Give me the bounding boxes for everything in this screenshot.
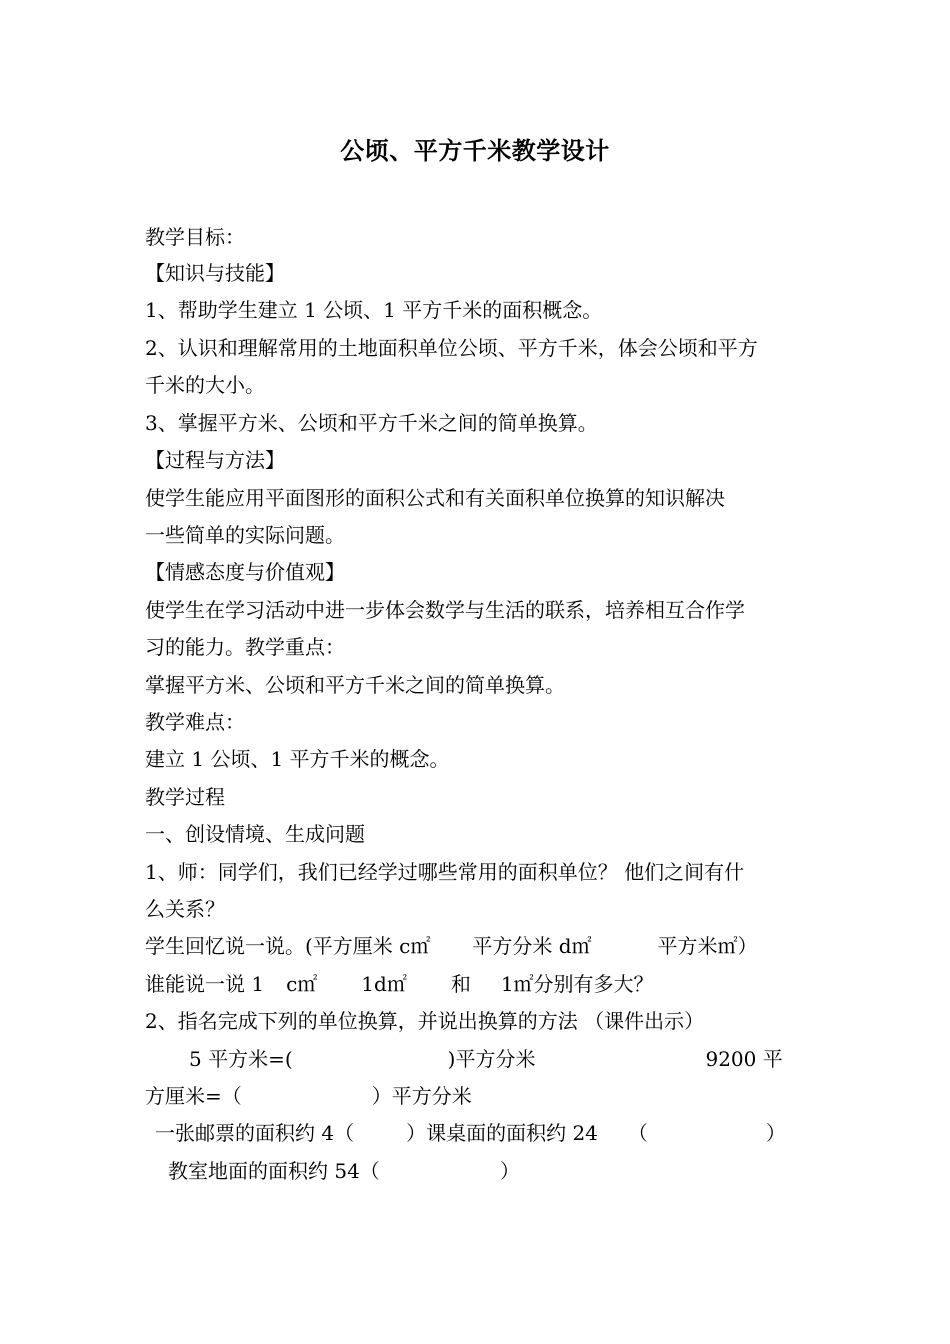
text-line: 掌握平方米、公顷和平方千米之间的简单换算。 (145, 673, 565, 697)
blank-end: ） (765, 1121, 786, 1145)
text-line: 建立 1 公顷、1 平方千米的概念。 (145, 747, 450, 771)
text-line: 使学生能应用平面图形的面积公式和有关面积单位换算的知识解决 (145, 486, 725, 510)
blank-start: 教室地面的面积约 54（ (168, 1159, 380, 1183)
recall-line (145, 931, 758, 961)
ask-part: 1d㎡ (361, 972, 407, 996)
document-title: 公顷、平方千米教学设计 (340, 136, 610, 165)
text-line: 教学过程 (145, 785, 225, 809)
text-line: 习的能力。教学重点： (145, 635, 345, 659)
text-line: 使学生在学习活动中进一步体会数学与生活的联系，培养相互合作学 (145, 598, 745, 622)
text-line: 2、指名完成下列的单位换算，并说出换算的方法 （课件出示） (145, 1009, 705, 1033)
ask-part: 谁能说一说 1 (145, 972, 265, 996)
estimate-line (168, 1156, 520, 1186)
conversion-line (145, 1044, 783, 1074)
text-line: 千米的大小。 (145, 373, 265, 397)
ask-line (145, 969, 654, 999)
recall-part: 平方米㎡） (657, 934, 758, 958)
blank-end: ）课桌面的面积约 24 (406, 1121, 598, 1145)
section-heading: 【情感态度与价值观】 (145, 560, 345, 584)
blank-start: 一张邮票的面积约 4（ (155, 1121, 355, 1145)
recall-part: 平方分米 d㎡ (472, 934, 592, 958)
section-heading: 【知识与技能】 (145, 261, 285, 285)
text-line: 教学难点： (145, 710, 245, 734)
text-line: 2、认识和理解常用的土地面积单位公顷、平方千米，体会公顷和平方 (145, 336, 758, 360)
text-line: 么关系？ (145, 897, 225, 921)
text-line: 1、师：同学们，我们已经学过哪些常用的面积单位？ 他们之间有什 (145, 860, 745, 884)
conversion-part: 9200 平 (705, 1047, 783, 1071)
section-heading: 【过程与方法】 (145, 448, 285, 472)
text-line: 一、创设情境、生成问题 (145, 822, 365, 846)
blank-end: ）平方分米 (371, 1084, 472, 1108)
ask-part: 和 (450, 972, 471, 996)
recall-part: 学生回忆说一说。(平方厘米 c㎡ (145, 934, 431, 958)
blank-start: 5 平方米=( (189, 1047, 293, 1071)
blank-end: ） (499, 1159, 520, 1183)
text-line: 一些简单的实际问题。 (145, 523, 345, 547)
blank-start: 方厘米=（ (145, 1084, 242, 1108)
blank-end: )平方分米 (447, 1047, 536, 1071)
text-line: 3、掌握平方米、公顷和平方千米之间的简单换算。 (145, 411, 598, 435)
blank-start: （ (627, 1121, 648, 1145)
ask-part: c㎡ (286, 972, 318, 996)
text-line: 1、帮助学生建立 1 公顷、1 平方千米的面积概念。 (145, 298, 603, 322)
conversion-line (145, 1081, 472, 1111)
text-line: 教学目标： (145, 225, 245, 249)
estimate-line (155, 1118, 786, 1148)
ask-part: 1㎡分别有多大？ (500, 972, 654, 996)
